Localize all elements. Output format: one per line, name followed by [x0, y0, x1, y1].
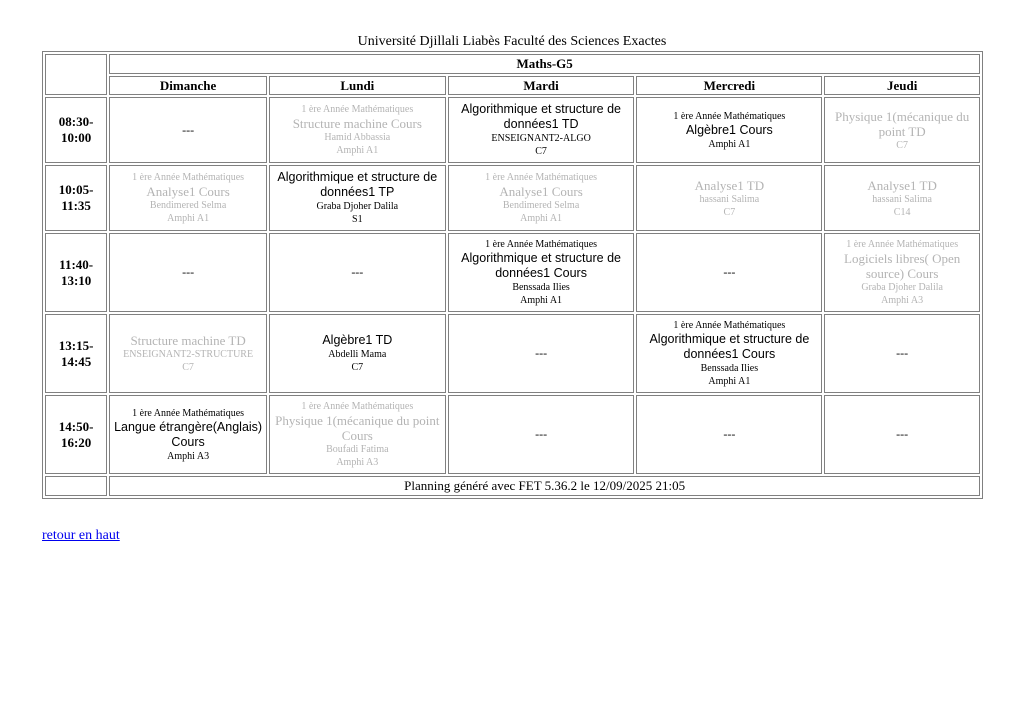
course-title: Algorithmique et structure de données1 Cours	[649, 332, 810, 361]
time-slot	[45, 395, 107, 474]
course-year: 1 ère Année Mathématiques	[132, 172, 245, 183]
course-teacher: Benssada Ilies	[512, 282, 570, 293]
course-room: Amphi A1	[708, 138, 751, 150]
course-teacher: hassani Salima	[699, 193, 760, 205]
time-start: 13:15-	[58, 337, 94, 353]
course-slot	[448, 97, 635, 163]
course-slot	[109, 395, 267, 474]
empty-slot: ---	[636, 395, 822, 474]
course-title: Langue étrangère(Anglais) Cours	[114, 419, 263, 449]
course-title: Algèbre1 TD	[322, 333, 393, 347]
time-end: 14:45	[60, 353, 92, 369]
course-teacher: Abdelli Mama	[328, 349, 387, 360]
time-end: 16:20	[60, 434, 92, 450]
course-title: Algorithmique et structure de données1 TD	[461, 102, 621, 131]
course-slot	[109, 165, 267, 231]
course-room: C7	[351, 362, 364, 373]
time-start: 10:05-	[58, 182, 94, 197]
course-room: C14	[893, 206, 911, 218]
time-end: 10:00	[60, 130, 92, 145]
footer-note: Planning généré avec FET 5.36.2 le 12/09/2025 21:05	[109, 476, 980, 496]
time-slot	[45, 97, 107, 163]
course-room: Amphi A1	[336, 145, 379, 156]
course-title: Algorithmique et structure de données1 TP	[277, 170, 438, 199]
timetable-row	[45, 97, 980, 163]
course-room: Amphi A1	[520, 213, 563, 224]
course-title: Physique 1(mécanique du point Cours	[275, 413, 440, 443]
course-teacher: Hamid Abbassia	[324, 132, 391, 143]
empty-slot: ---	[109, 233, 267, 312]
course-room: C7	[896, 139, 908, 151]
time-end: 13:10	[60, 272, 92, 288]
time-slot	[45, 165, 107, 231]
course-slot	[824, 97, 980, 163]
empty-slot: ---	[636, 233, 822, 312]
time-slot	[45, 233, 107, 312]
course-title: Physique 1(mécanique du point TD	[834, 108, 970, 139]
course-room: Amphi A1	[520, 295, 563, 306]
timetable-row	[45, 314, 980, 393]
course-room: C7	[535, 146, 547, 157]
course-teacher: Benssada Ilies	[700, 363, 759, 374]
course-slot	[824, 233, 980, 312]
course-teacher: Graba Djoher Dalila	[861, 282, 943, 293]
course-teacher: ENSEIGNANT2-ALGO	[491, 133, 591, 144]
empty-slot: ---	[448, 395, 635, 474]
course-slot	[824, 165, 980, 231]
course-title: Algorithmique et structure de données1 Cours	[461, 251, 621, 280]
course-room: Amphi A3	[881, 295, 924, 306]
course-teacher: Graba Djoher Dalila	[316, 201, 399, 212]
course-slot	[269, 395, 446, 474]
course-year: 1 ère Année Mathématiques	[673, 320, 786, 331]
course-slot	[636, 97, 822, 163]
course-year: 1 ère Année Mathématiques	[132, 407, 245, 419]
time-start: 14:50-	[58, 418, 94, 434]
empty-slot: ---	[824, 314, 980, 393]
course-room: C7	[723, 206, 736, 218]
course-title: Analyse1 TD	[694, 177, 765, 193]
empty-slot: ---	[448, 314, 635, 393]
empty-slot: ---	[109, 97, 267, 163]
course-slot	[269, 165, 446, 231]
course-room: C7	[182, 362, 194, 373]
course-title: Structure machine TD	[130, 333, 246, 348]
timetable-row	[45, 233, 980, 312]
course-teacher: ENSEIGNANT2-STRUCTURE	[123, 349, 254, 360]
course-slot	[269, 97, 446, 163]
course-slot	[636, 165, 822, 231]
course-title: Analyse1 Cours	[499, 184, 583, 199]
back-to-top-link[interactable]: retour en haut	[42, 528, 120, 543]
course-title: Structure machine Cours	[292, 116, 422, 131]
course-room: Amphi A3	[336, 457, 379, 468]
course-room: S1	[352, 214, 363, 225]
course-title: Algèbre1 Cours	[685, 122, 773, 137]
course-teacher: Bendimered Selma	[149, 200, 227, 211]
course-year: 1 ère Année Mathématiques	[485, 239, 598, 250]
timetable-row	[45, 395, 980, 474]
course-title: Analyse1 TD	[867, 177, 937, 193]
course-year: 1 ère Année Mathématiques	[673, 110, 786, 122]
day-header-lundi: Lundi	[269, 76, 446, 95]
course-slot	[269, 314, 446, 393]
course-teacher: Bendimered Selma	[502, 200, 580, 211]
page-title: Université Djillali Liabès Faculté des Sciences Exactes	[357, 34, 667, 49]
course-slot	[448, 233, 635, 312]
day-header-jeudi: Jeudi	[824, 76, 980, 95]
course-teacher: hassani Salima	[872, 193, 932, 205]
empty-slot: ---	[824, 395, 980, 474]
group-header: Maths-G5	[109, 54, 980, 74]
course-slot	[448, 165, 635, 231]
corner-cell	[45, 54, 107, 95]
time-end: 11:35	[61, 198, 91, 213]
course-year: 1 ère Année Mathématiques	[301, 401, 414, 412]
course-year: 1 ère Année Mathématiques	[301, 104, 414, 115]
time-slot	[45, 314, 107, 393]
day-header-mercredi: Mercredi	[636, 76, 822, 95]
day-header-dimanche: Dimanche	[109, 76, 267, 95]
time-start: 08:30-	[58, 114, 94, 129]
course-title: Logiciels libres( Open source) Cours	[844, 251, 961, 281]
empty-slot: ---	[269, 233, 446, 312]
footer-corner	[45, 476, 107, 496]
course-slot	[109, 314, 267, 393]
course-room: Amphi A3	[167, 450, 210, 462]
timetable-row	[45, 165, 980, 231]
course-year: 1 ère Année Mathématiques	[846, 239, 959, 250]
day-header-mardi: Mardi	[448, 76, 635, 95]
course-teacher: Boufadi Fatima	[326, 444, 389, 455]
timetable	[42, 51, 983, 499]
course-title: Analyse1 Cours	[146, 184, 230, 199]
course-year: 1 ère Année Mathématiques	[485, 172, 598, 183]
course-room: Amphi A1	[708, 376, 751, 387]
course-room: Amphi A1	[167, 213, 210, 224]
course-slot	[636, 314, 822, 393]
time-start: 11:40-	[59, 256, 94, 272]
